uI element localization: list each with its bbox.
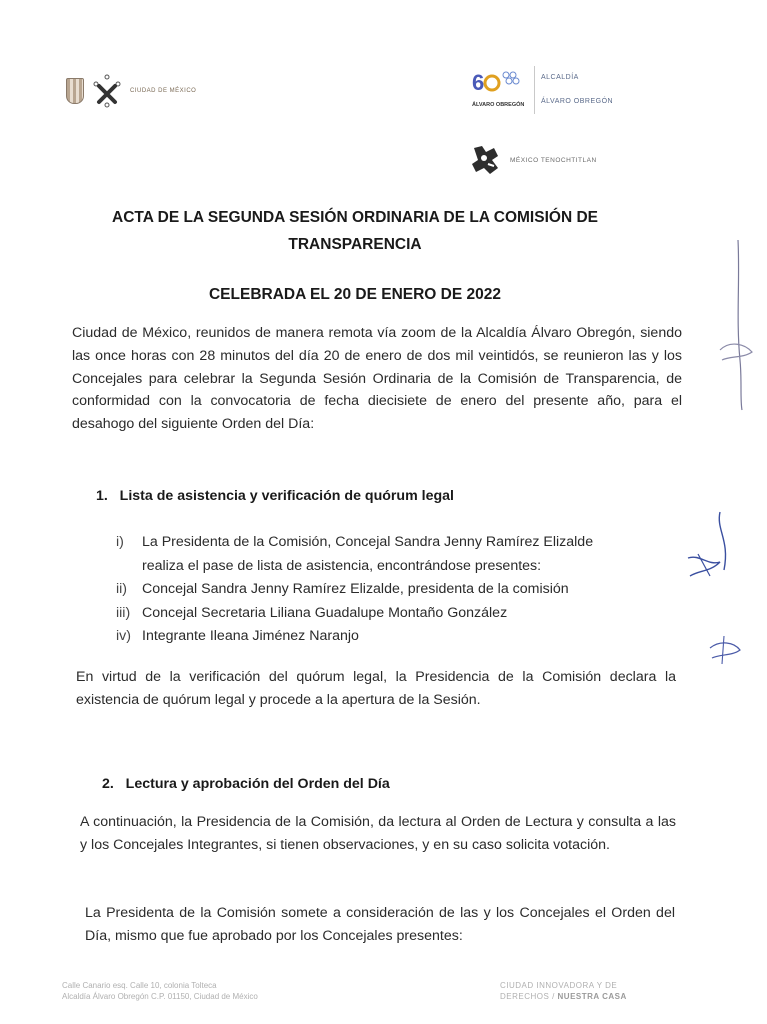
alcaldia-logo (470, 66, 613, 114)
aprobacion-paragraph: La Presidenta de la Comisión somete a consideración de las y los Concejales el Orden del Día, mismo que fue aprobado por los Concejales presentes: (85, 905, 675, 944)
list-item-number: iii) (116, 604, 131, 621)
tenochtitlan-text: MÉXICO TENOCHTITLAN (510, 156, 597, 164)
alcaldia-line1: ALCALDÍA (541, 74, 579, 81)
cdmx-logo-text: CIUDAD DE MÉXICO (130, 88, 197, 94)
attendance-list (116, 531, 636, 649)
title-line2: TRANSPARENCIA (288, 236, 422, 253)
cdmx-logo (66, 74, 196, 108)
list-item-text: La Presidenta de la Comisión, Concejal Sandra Jenny Ramírez Elizalde realiza el pase de lista de asistencia, encontrándose presentes: (142, 534, 594, 574)
address-line1: Calle Canario esq. Calle 10, colonia Tolteca (62, 981, 217, 990)
intro-paragraph: Ciudad de México, reunidos de manera remota vía zoom de la Alcaldía Álvaro Obregón, siendo las once horas con 28 minutos del día 20 de enero de dos mil veintidós, se reunieron las y los Concejales para celebrar la Segunda Sesión Ordinaria de la Comisión de Transparencia, de conformidad con la convocatoria de fecha diecisiete de enero del presente año, para el desahogo del siguiente Orden del Día: (72, 325, 682, 433)
list-item-text: Concejal Secretaria Liliana Guadalupe Montaño González (142, 604, 508, 621)
address-line2: Alcaldía Álvaro Obregón C.P. 01150, Ciudad de México (62, 992, 258, 1001)
list-item (116, 531, 636, 578)
ao-logo-icon (470, 66, 528, 114)
list-item-number: ii) (116, 581, 128, 597)
alcaldia-line2: ÁLVARO OBREGÓN (541, 98, 614, 105)
list-item-text: Concejal Sandra Jenny Ramírez Elizalde, presidenta de la comisión (142, 581, 569, 597)
ao-badge (470, 66, 528, 114)
footer-slogan (500, 980, 627, 1002)
quorum-paragraph: En virtud de la verificación del quórum legal, la Presidencia de la Comisión declara la existencia de quórum legal y procede a la apertura de la Sesión. (76, 669, 676, 708)
ao-badge-text: ÁLVARO OBREGÓN (472, 102, 525, 108)
cdmx-x-icon (92, 74, 122, 108)
signature-mark-2 (680, 510, 750, 595)
list-item (116, 602, 636, 626)
document-subtitle: CELEBRADA EL 20 DE ENERO DE 2022 (208, 286, 501, 303)
tenochtitlan-logo (468, 142, 597, 178)
title-line1: ACTA DE LA SEGUNDA SESIÓN ORDINARIA DE LA COMISIÓN DE (112, 209, 598, 226)
section2-heading: 2. Lectura y aprobación del Orden del Día (102, 776, 390, 792)
footer-address (62, 980, 258, 1002)
coat-of-arms-icon (66, 78, 84, 104)
slogan-line2-b: NUESTRA CASA (557, 992, 627, 1001)
lectura-paragraph: A continuación, la Presidencia de la Comisión, da lectura al Orden de Lectura y consulta a las y los Concejales Integrantes, si tienen observaciones, y en su caso solicita votación. (80, 814, 676, 853)
list-item (116, 625, 636, 649)
list-item-number: i) (116, 534, 124, 550)
alcaldia-text (534, 66, 613, 114)
signature-mark-3 (700, 630, 750, 675)
list-item-text: Integrante Ileana Jiménez Naranjo (142, 628, 359, 644)
svg-text:6: 6 (472, 70, 485, 95)
list-item-number: iv) (116, 628, 131, 644)
signature-mark-1 (700, 240, 760, 415)
slogan-line2 (500, 991, 627, 1002)
list-item (116, 578, 636, 602)
section1-heading: 1. Lista de asistencia y verificación de quórum legal (96, 488, 454, 504)
aztec-glyph-icon (468, 142, 504, 178)
slogan-line1: CIUDAD INNOVADORA Y DE (500, 981, 618, 990)
document-title (60, 204, 650, 258)
slogan-line2-a: DERECHOS / (500, 992, 558, 1001)
